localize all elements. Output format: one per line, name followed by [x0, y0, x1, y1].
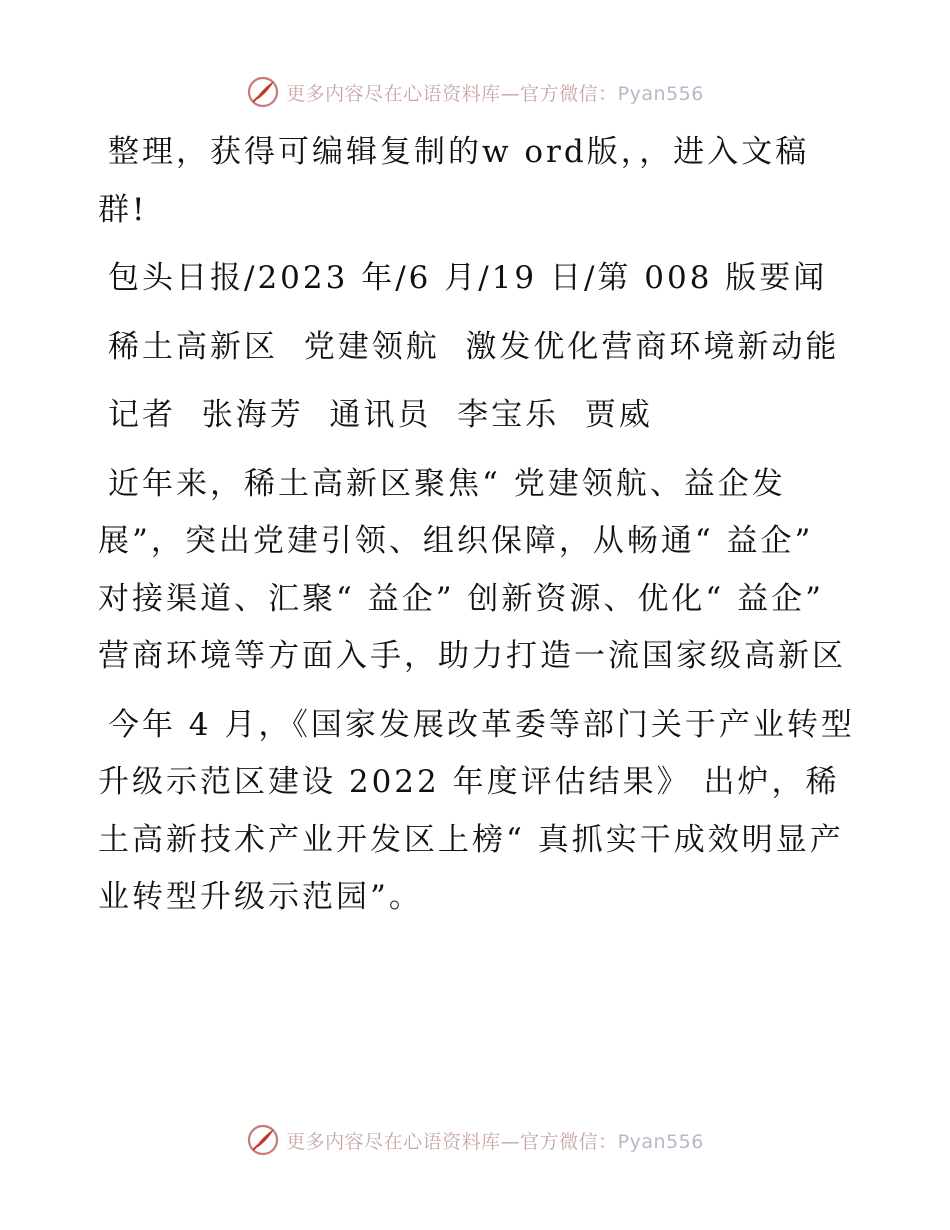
feather-pen-logo-icon: [246, 1123, 280, 1157]
header-watermark: [0, 72, 950, 112]
watermark-text: 更多内容尽在心语资料库—官方微信：Pyan556: [286, 1130, 704, 1153]
source-line: 包头日报/2023 年/6 月/19 日/第 008 版要闻: [108, 260, 828, 296]
document-body: [98, 124, 858, 938]
watermark-text: 更多内容尽在心语资料库—官方微信：Pyan556: [286, 82, 704, 105]
body-paragraph: 今年 4 月，《国家发展改革委等部门关于产业转型升级示范区建设 2022 年度评估结果》 出炉，稀土高新技术产业开发区上榜“ 真抓实干成效明显产业转型升级示范园”。: [98, 706, 855, 915]
body-paragraph: 近年来，稀土高新区聚焦“ 党建领航、益企发展”，突出党建引领、组织保障，从畅通“ 益企” 对接渠道、汇聚“ 益企” 创新资源、优化“ 益企” 营商环境等方面入手，助力打造一流国家级高新区: [98, 465, 846, 674]
feather-pen-logo-icon: [246, 75, 280, 109]
byline: 记者 张海芳 通讯员 李宝乐 贾威: [108, 397, 653, 433]
footer-watermark: [0, 1120, 950, 1160]
article-title: 稀土高新区 党建领航 激发优化营商环境新动能: [108, 328, 840, 365]
intro-paragraph: 整理，获得可编辑复制的w ord版，，进入文稿群!: [98, 134, 810, 228]
